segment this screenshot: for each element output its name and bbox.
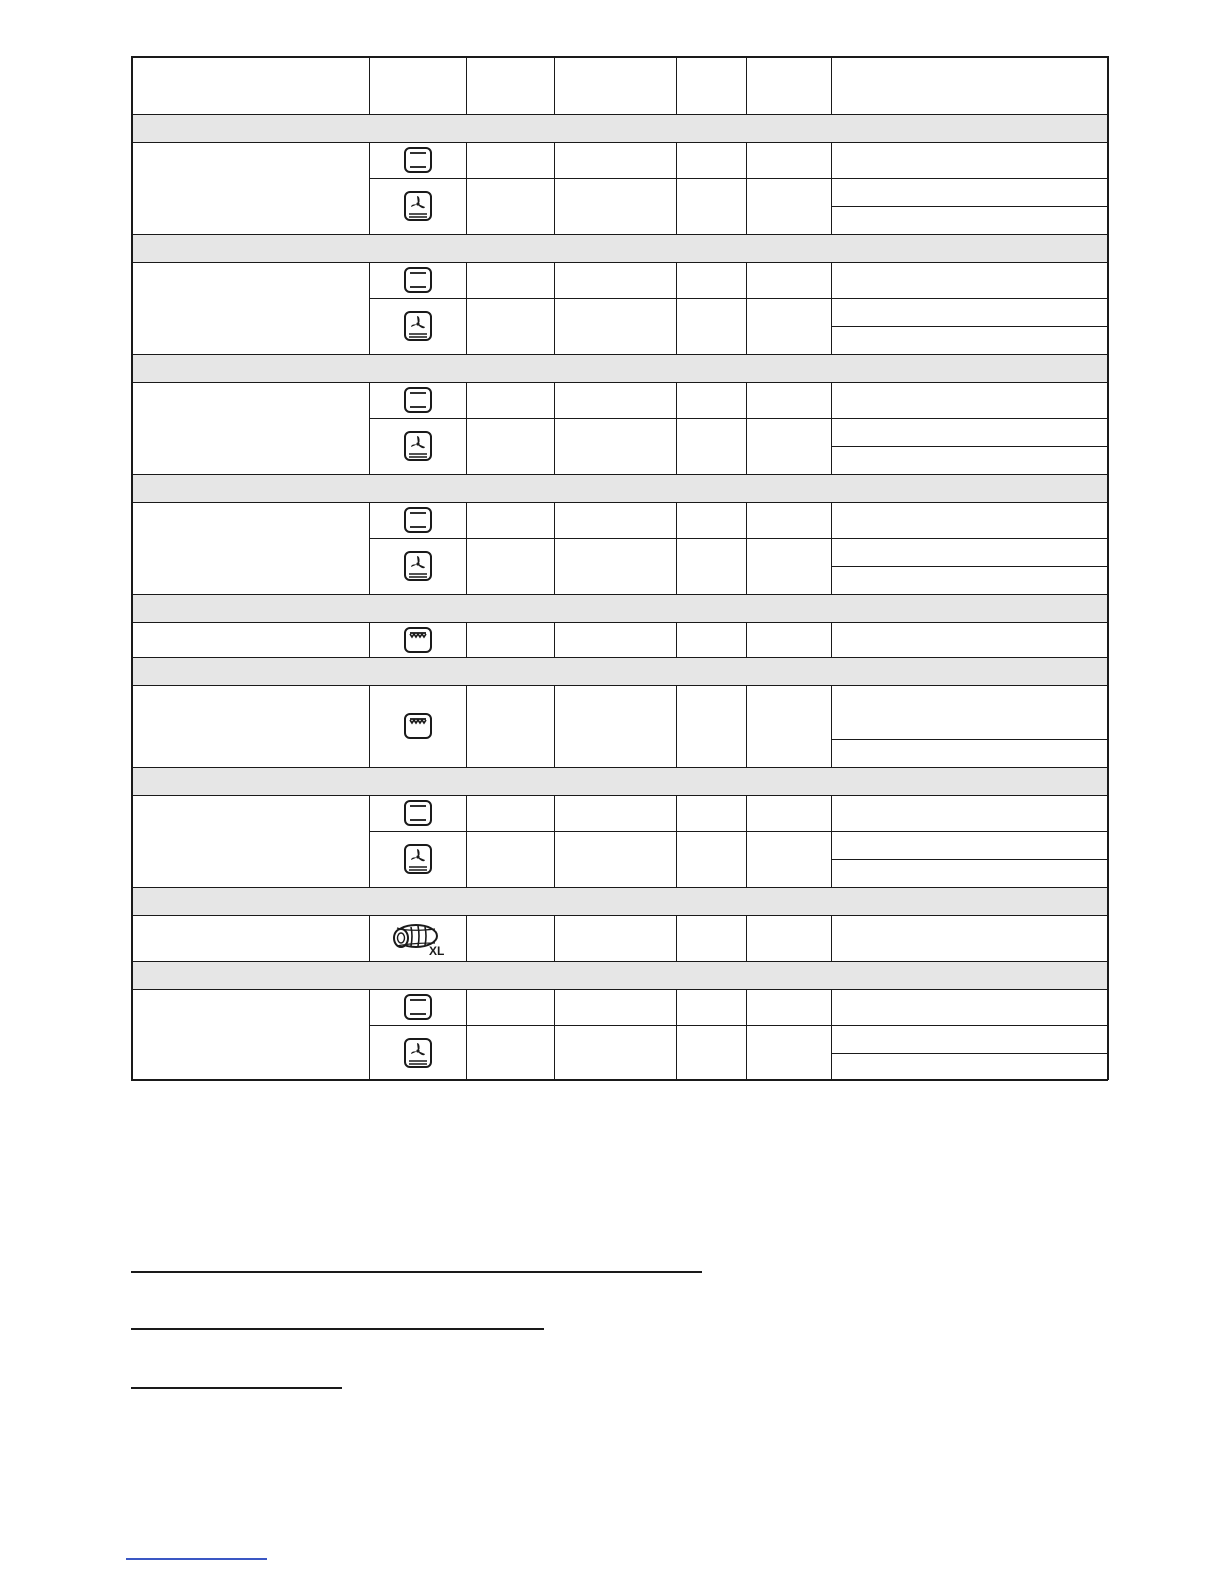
column-divider: [466, 915, 467, 961]
column-divider: [554, 142, 555, 234]
column-divider: [554, 262, 555, 354]
subrow-divider: [369, 178, 1108, 179]
column-divider: [554, 915, 555, 961]
column-divider: [466, 502, 467, 594]
column-divider: [369, 262, 370, 354]
row-divider: [131, 502, 1108, 503]
column-divider: [466, 685, 467, 767]
column-divider: [676, 685, 677, 767]
column-divider: [676, 915, 677, 961]
column-divider: [466, 262, 467, 354]
section-heading-row: [131, 767, 1108, 795]
fan-heat-icon: [403, 550, 433, 582]
column-divider: [554, 502, 555, 594]
column-divider: [466, 56, 467, 114]
column-divider: [746, 795, 747, 887]
row-divider: [131, 887, 1108, 888]
column-divider: [831, 622, 832, 657]
section-heading-row: [131, 474, 1108, 502]
table-border-right: [1107, 56, 1109, 1080]
column-divider: [466, 989, 467, 1081]
subrow-divider: [831, 446, 1108, 447]
section-heading-row: [131, 234, 1108, 262]
column-divider: [466, 382, 467, 474]
column-divider: [369, 795, 370, 887]
section-heading-row: [131, 594, 1108, 622]
subrow-divider: [831, 1053, 1108, 1054]
column-divider: [466, 795, 467, 887]
row-divider: [131, 114, 1108, 115]
row-divider: [131, 915, 1108, 916]
table-border-bottom: [131, 1079, 1108, 1081]
subrow-divider: [369, 1025, 1108, 1026]
column-divider: [554, 795, 555, 887]
row-divider: [131, 142, 1108, 143]
fan-heat-icon: [403, 843, 433, 875]
section-heading-row: [131, 114, 1108, 142]
subrow-divider: [369, 418, 1108, 419]
column-divider: [831, 382, 832, 474]
subrow-divider: [369, 298, 1108, 299]
column-divider: [554, 382, 555, 474]
row-divider: [131, 961, 1108, 962]
conventional-heat-icon: [403, 386, 433, 414]
column-divider: [831, 142, 832, 234]
row-divider: [131, 382, 1108, 383]
column-divider: [831, 502, 832, 594]
column-divider: [369, 685, 370, 767]
column-divider: [746, 502, 747, 594]
column-divider: [369, 142, 370, 234]
column-divider: [831, 685, 832, 767]
column-divider: [676, 989, 677, 1081]
table-border-left: [131, 56, 133, 1080]
column-divider: [466, 142, 467, 234]
fan-heat-icon: [403, 190, 433, 222]
conventional-heat-icon: [403, 146, 433, 174]
column-divider: [676, 382, 677, 474]
column-divider: [369, 915, 370, 961]
column-divider: [554, 989, 555, 1081]
fan-heat-icon: [403, 1037, 433, 1069]
column-divider: [746, 622, 747, 657]
row-divider: [131, 657, 1108, 658]
svg-text:XL: XL: [428, 944, 444, 957]
column-divider: [676, 795, 677, 887]
column-divider: [831, 795, 832, 887]
subrow-divider: [831, 859, 1108, 860]
cooking-table: [131, 56, 1108, 1080]
grill-icon: [403, 626, 433, 654]
column-divider: [746, 142, 747, 234]
row-divider: [131, 622, 1108, 623]
column-divider: [831, 915, 832, 961]
column-divider: [676, 56, 677, 114]
subrow-divider: [831, 326, 1108, 327]
column-divider: [466, 622, 467, 657]
footnote-rule-2: [131, 1328, 544, 1330]
turbo-grill-xl-icon: [387, 921, 449, 957]
column-divider: [746, 56, 747, 114]
column-divider: [554, 622, 555, 657]
row-divider: [131, 474, 1108, 475]
row-divider: [131, 234, 1108, 235]
column-divider: [831, 56, 832, 114]
footnote-rule-1: [131, 1271, 702, 1273]
column-divider: [746, 685, 747, 767]
section-heading-row: [131, 961, 1108, 989]
column-divider: [746, 915, 747, 961]
subrow-divider: [831, 206, 1108, 207]
subrow-divider: [831, 566, 1108, 567]
row-divider: [131, 795, 1108, 796]
table-border-top: [131, 56, 1108, 58]
column-divider: [676, 502, 677, 594]
column-divider: [369, 56, 370, 114]
fan-heat-icon: [403, 310, 433, 342]
column-divider: [369, 622, 370, 657]
subrow-divider: [831, 739, 1108, 740]
row-divider: [131, 594, 1108, 595]
row-divider: [131, 685, 1108, 686]
column-divider: [369, 502, 370, 594]
section-heading-row: [131, 354, 1108, 382]
fan-heat-icon: [403, 430, 433, 462]
section-heading-row: [131, 887, 1108, 915]
grill-icon: [403, 712, 433, 740]
column-divider: [676, 622, 677, 657]
column-divider: [676, 142, 677, 234]
column-divider: [676, 262, 677, 354]
column-divider: [369, 382, 370, 474]
row-divider: [131, 989, 1108, 990]
section-heading-row: [131, 657, 1108, 685]
column-divider: [746, 262, 747, 354]
subrow-divider: [369, 538, 1108, 539]
column-divider: [746, 382, 747, 474]
column-divider: [369, 989, 370, 1081]
column-divider: [831, 262, 832, 354]
subrow-divider: [369, 831, 1108, 832]
column-divider: [554, 685, 555, 767]
column-divider: [554, 56, 555, 114]
footnote-rule-3: [131, 1387, 342, 1389]
row-divider: [131, 354, 1108, 355]
column-divider: [746, 989, 747, 1081]
conventional-heat-icon: [403, 993, 433, 1021]
conventional-heat-icon: [403, 506, 433, 534]
conventional-heat-icon: [403, 799, 433, 827]
page-footer-link[interactable]: [126, 1558, 267, 1560]
row-divider: [131, 262, 1108, 263]
row-divider: [131, 767, 1108, 768]
column-divider: [831, 989, 832, 1081]
conventional-heat-icon: [403, 266, 433, 294]
